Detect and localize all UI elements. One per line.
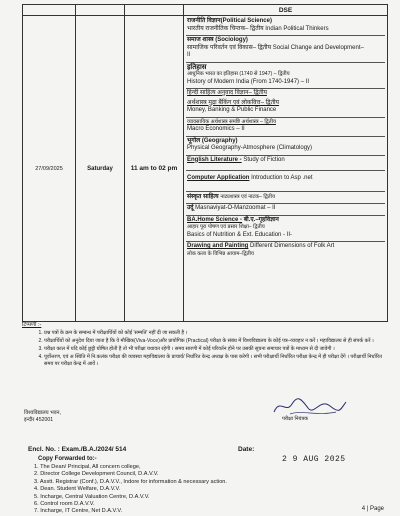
exam-day: Saturday	[76, 16, 125, 322]
paper-name-hindi: लोक कला के विभिन्न आयाम–द्वितीय	[187, 250, 254, 257]
university-address	[24, 410, 61, 424]
subject-sanskrit	[186, 192, 385, 205]
subject-english-literature	[186, 156, 385, 172]
subject-title: Computer Application	[187, 175, 250, 181]
notes-title: टिप्पणी :-	[22, 322, 42, 328]
copy-recipient: 6. Control room D.A.V.V.	[34, 501, 95, 508]
paper-name: सामाजिक परिवर्तन एवं विकास– द्वितीय Social Change and Development–	[187, 44, 364, 51]
copy-recipient: 5. Incharge, Central Valuation Centre, D.A.V.V.	[34, 493, 150, 500]
paper-name: Study of Fiction	[243, 156, 285, 163]
subject-political-science	[186, 17, 385, 36]
subject-history	[186, 63, 385, 90]
paper-name: भारतीय राजनीतिक चिन्तक– द्वितीय Indian Political Thinkers	[187, 25, 329, 32]
copy-recipient: 3. Asstt. Registrar (Conf.), D.A.V.V., Indore for information & necessary action.	[34, 478, 227, 485]
note-item: 2. परीक्षार्थियों को अनुदेश दिया जाता है कि वे मौखिक(Viva-Voce)और प्रायोगिक (Practical) परीक्षा के संबंध में विश्वविद्यालय के कोई पत्र–व्यवहार न करें । महाविद्यालय से ही संपर्क करें ।	[44, 338, 382, 345]
paper-name-cont: II	[187, 52, 191, 58]
paper-name: Money, Banking & Public Finance	[187, 107, 277, 113]
subject-urdu	[186, 204, 385, 216]
address-line: विश्वविद्यालय भवन,	[24, 410, 61, 416]
exam-time: 11 am to 02 pm	[125, 16, 184, 322]
copy-recipient: 1. The Dean/ Principal, All concern college,	[34, 464, 141, 470]
paper-name-hindi: आधुनिक भारत का इतिहास (1740 से 1947) – द्वितीय	[187, 71, 290, 77]
subject-home-science	[186, 216, 385, 243]
note-item: 3. परीक्षा काल में यदि कोई छुट्टी घोषित होती है तो भी परीक्षा यथावत रहेगी । समय सारणी में कोई परिवर्तन होने पर उसकी सूचना समाचार पत्रों के माध्यम से दी जावेगी ।	[44, 346, 382, 353]
notes-section	[22, 322, 382, 369]
subject-title: व्यावसायिक अर्थशास्त्र समष्टि अर्थशास्त्र – द्वितीय	[187, 118, 276, 125]
subject-drawing-painting	[186, 242, 385, 260]
date-label: Date:	[238, 446, 255, 453]
paper-name: नाट्यशास्त्र एवं नाटक– द्वितीय	[220, 193, 275, 200]
copy-recipient: 2. Director College Development Council, D.A.V.V.	[34, 471, 159, 478]
subject-title: Drawing and Painting	[187, 243, 249, 249]
exam-date: 27/09/2025	[23, 16, 76, 322]
paper-name: History of Modern India (From 1740-1947) – II	[187, 78, 310, 85]
paper-name: Different Dimensions of Folk Art	[250, 243, 335, 249]
copy-recipient: 7. Incharge, IT Centre, Net D.A.V.V.	[34, 508, 123, 515]
paper-name: Masnaviyat-O-Manzoomat – II	[195, 205, 276, 211]
subject-hindi-economics	[186, 89, 385, 118]
paper-name-hindi: आहार पूरा पोषण एवं प्रसार शिक्षा– द्वितीय	[187, 224, 265, 230]
note-item: 4. पूर्वोत्तरण, एवं अ स्थिति में नि.कलंक परीक्षा की व्यवस्था महाविद्यालय के प्राचार्य/ निर्धारित केन्द्र अध्यक्ष के पास करेगी । सभी परीक्षार्थी निर्धारित परीक्षा केन्द्र में ही परीक्षा देंगे । परीक्षार्थी निर्धारित समय पर परीक्षा केन्द्र में आवें ।	[44, 354, 382, 368]
paper-name: Basics of Nutrition & Ext. Education - II-	[187, 231, 293, 238]
exam-schedule-table	[22, 4, 388, 322]
page-number: 4 | Page	[361, 506, 384, 512]
subject-geography	[186, 137, 385, 156]
subject-title: इतिहास	[187, 63, 207, 71]
paper-name: Physical Geography-Atmosphere (Climatology)	[187, 145, 313, 151]
subject-title: राजनीति विज्ञान(Political Science)	[187, 18, 272, 24]
copy-forwarded-list	[34, 464, 354, 516]
subject-computer-application	[186, 171, 385, 192]
subject-title: संस्कृत साहित्य	[187, 193, 219, 200]
subject-title: भूगोल (Geography)	[187, 137, 238, 144]
subject-title: BA.Home Science -	[187, 216, 243, 223]
enclosure-number: Encl. No. : Exam./B.A./2024/ 514	[28, 446, 127, 453]
paper-name-hindi: अर्थशास्त्र मुद्रा बैंकिंग एवं लोकवित्त– द्वितीय	[187, 99, 280, 106]
copy-recipient: 4. Dean. Student Welfare, D.A.V.V.	[34, 486, 121, 493]
subject-title: English Literature -	[187, 156, 242, 163]
date-stamp: 2 9 AUG 2025	[282, 455, 346, 464]
subject-business-economics	[186, 118, 385, 137]
copy-forwarded-heading: Copy Forwarded to:-	[38, 456, 97, 462]
subject-sociology	[186, 36, 385, 63]
table-corner-blank	[76, 5, 125, 16]
subject-list	[184, 16, 388, 322]
dse-header: DSE	[184, 5, 388, 16]
subject-title: उर्दू	[187, 205, 194, 211]
signatory-title: परीक्षा नियंत्रक	[282, 416, 309, 422]
address-line: इन्दौर 452001	[24, 417, 54, 423]
signature-image	[270, 394, 350, 418]
table-corner-blank	[23, 5, 76, 16]
paper-name: Introduction to Asp .net	[251, 175, 313, 181]
paper-name: Macro Economics – II	[187, 126, 245, 132]
subject-title: समाज शास्त्र (Sociology)	[187, 37, 248, 43]
note-item: 1. प्रश्न पत्रों के क्रम के सम्बन्ध में परीक्षार्थियों को कोई 'सम्मति' नहीं दी जा सकती है ।	[44, 330, 382, 337]
subject-title: हिन्दी साहित्य अनुवाद विज्ञान– द्वितीय	[187, 90, 267, 96]
table-corner-blank	[125, 5, 184, 16]
subject-title-hindi: बी.ए.–गृहविज्ञान	[243, 216, 279, 223]
